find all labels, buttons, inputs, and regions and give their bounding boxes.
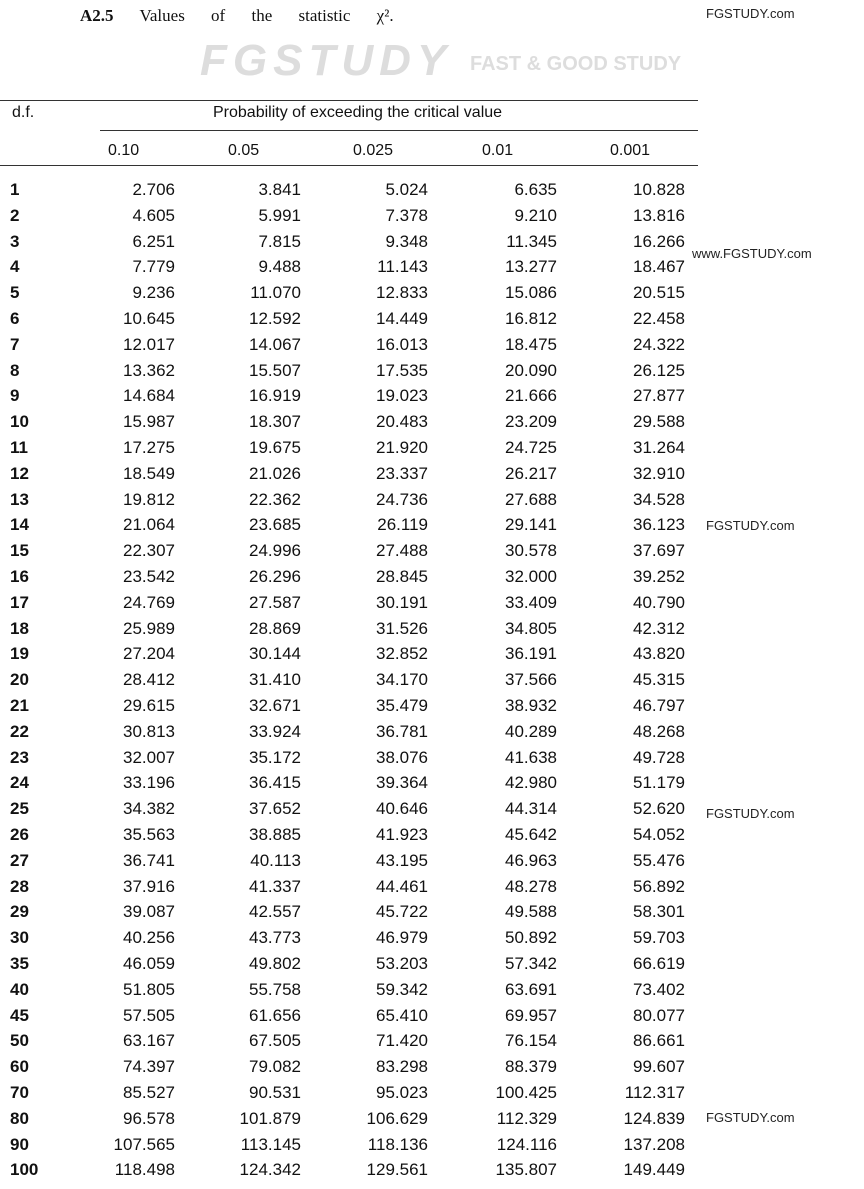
value-cell: 9.210 [514, 205, 557, 225]
table-row [0, 902, 700, 928]
table-row [0, 799, 700, 825]
df-cell: 6 [10, 309, 20, 328]
value-cell: 35.563 [123, 825, 175, 844]
column-header: 0.10 [108, 142, 140, 159]
df-cell: 3 [10, 231, 20, 251]
value-cell: 43.773 [249, 928, 301, 948]
table-row [0, 180, 700, 206]
df-cell: 50 [10, 1031, 29, 1051]
value-cell: 46.979 [376, 928, 428, 948]
column-header: 0.01 [482, 142, 514, 159]
value-cell: 27.587 [249, 592, 301, 612]
value-cell: 14.067 [249, 334, 301, 354]
df-cell: 15 [10, 541, 29, 561]
value-cell: 40.790 [633, 592, 685, 612]
value-cell: 113.145 [240, 1134, 301, 1154]
df-cell: 12 [10, 463, 29, 483]
value-cell: 13.362 [123, 360, 175, 380]
value-cell: 129.561 [366, 1160, 428, 1180]
value-cell: 79.082 [249, 1057, 301, 1077]
df-cell: 26 [10, 825, 29, 844]
value-cell: 71.420 [376, 1031, 428, 1051]
table-row [0, 773, 700, 799]
value-cell: 124.116 [496, 1134, 557, 1154]
probability-header: Probability of exceeding the critical value [213, 104, 503, 121]
table-row [0, 567, 700, 593]
value-cell: 43.195 [376, 850, 428, 870]
df-cell: 20 [10, 670, 29, 690]
table-row [0, 696, 700, 722]
value-cell: 59.703 [633, 928, 685, 948]
value-cell: 96.578 [123, 1108, 175, 1128]
df-cell: 25 [10, 799, 29, 819]
df-cell: 45 [10, 1005, 29, 1025]
value-cell: 9.348 [385, 231, 428, 251]
value-cell: 27.204 [123, 644, 175, 664]
value-cell: 28.869 [249, 618, 301, 638]
value-cell: 45.722 [376, 902, 428, 922]
value-cell: 30.191 [376, 592, 428, 612]
value-cell: 63.691 [505, 979, 557, 999]
value-cell: 37.652 [249, 799, 301, 819]
value-cell: 57.342 [505, 954, 557, 973]
value-cell: 33.409 [505, 592, 557, 612]
value-cell: 36.415 [249, 773, 301, 793]
value-cell: 80.077 [633, 1005, 685, 1025]
value-cell: 4.605 [132, 205, 175, 225]
value-cell: 27.688 [505, 489, 557, 509]
value-cell: 16.812 [505, 309, 557, 328]
table-row [0, 670, 700, 696]
value-cell: 38.932 [505, 696, 557, 715]
table-row [0, 541, 700, 567]
value-cell: 65.410 [376, 1005, 428, 1025]
value-cell: 149.449 [623, 1160, 685, 1180]
value-cell: 19.675 [249, 438, 301, 457]
value-cell: 30.144 [249, 644, 301, 664]
table-row [0, 438, 700, 464]
df-cell: 17 [10, 592, 29, 612]
value-cell: 33.196 [123, 773, 175, 793]
table-row [0, 928, 700, 954]
value-cell: 52.620 [633, 799, 685, 819]
value-cell: 23.685 [249, 515, 301, 535]
value-cell: 9.236 [132, 283, 175, 303]
value-cell: 99.607 [633, 1057, 685, 1077]
group-rule [100, 130, 698, 131]
df-cell: 27 [10, 850, 29, 870]
value-cell: 13.277 [505, 257, 557, 277]
value-cell: 55.758 [249, 979, 301, 999]
value-cell: 124.839 [623, 1108, 685, 1128]
table-row [0, 619, 700, 645]
table-row [0, 309, 700, 335]
value-cell: 39.364 [376, 773, 428, 793]
value-cell: 16.919 [249, 386, 301, 406]
df-cell: 4 [10, 257, 20, 277]
value-cell: 15.086 [505, 283, 557, 303]
value-cell: 46.963 [505, 850, 557, 870]
value-cell: 74.397 [123, 1057, 175, 1077]
df-cell: 24 [10, 773, 29, 793]
value-cell: 112.317 [624, 1083, 685, 1102]
table-row [0, 1083, 700, 1109]
value-cell: 59.342 [376, 979, 428, 999]
value-cell: 17.535 [376, 360, 428, 380]
df-cell: 80 [10, 1108, 29, 1128]
value-cell: 49.802 [249, 954, 301, 973]
value-cell: 51.179 [633, 773, 685, 793]
table-row [0, 825, 700, 851]
value-cell: 7.815 [258, 231, 301, 251]
value-cell: 35.479 [376, 696, 428, 715]
table-row [0, 851, 700, 877]
df-cell: 40 [10, 979, 29, 999]
value-cell: 14.449 [376, 309, 428, 328]
value-cell: 36.191 [505, 644, 557, 664]
table-row [0, 386, 700, 412]
value-cell: 34.805 [505, 618, 557, 638]
value-cell: 106.629 [366, 1108, 428, 1128]
value-cell: 29.588 [633, 412, 685, 432]
value-cell: 51.805 [123, 979, 175, 999]
value-cell: 56.892 [633, 876, 685, 896]
df-cell: 28 [10, 876, 29, 896]
value-cell: 11.345 [506, 231, 557, 251]
value-cell: 46.059 [123, 954, 175, 973]
column-header: 0.001 [610, 142, 651, 159]
header-rule [0, 165, 698, 166]
df-cell: 19 [10, 644, 29, 664]
value-cell: 7.779 [132, 257, 175, 277]
value-cell: 63.167 [123, 1031, 175, 1051]
value-cell: 22.458 [633, 309, 685, 328]
value-cell: 29.615 [123, 696, 175, 715]
table-row [0, 1006, 700, 1032]
value-cell: 118.498 [114, 1160, 175, 1180]
value-cell: 25.989 [123, 618, 175, 638]
value-cell: 88.379 [505, 1057, 557, 1077]
table-row [0, 644, 700, 670]
title-text: Values of the statistic χ². [139, 6, 394, 25]
df-header: d.f. [12, 104, 35, 121]
top-rule [0, 100, 698, 101]
value-cell: 41.337 [249, 876, 301, 896]
table-row [0, 1160, 700, 1186]
table-number: A2.5 [80, 6, 114, 25]
value-cell: 34.382 [123, 799, 175, 819]
table-row [0, 232, 700, 258]
value-cell: 11.070 [250, 283, 301, 303]
value-cell: 101.879 [239, 1108, 301, 1128]
value-cell: 19.023 [376, 386, 428, 406]
table-title [80, 6, 394, 26]
value-cell: 57.505 [123, 1005, 175, 1025]
value-cell: 18.307 [249, 412, 301, 432]
watermark: FGSTUDY.com [706, 1110, 795, 1125]
value-cell: 86.661 [633, 1031, 685, 1051]
df-cell: 100 [10, 1160, 39, 1180]
value-cell: 49.588 [505, 902, 557, 922]
value-cell: 41.638 [505, 747, 557, 767]
value-cell: 34.170 [376, 670, 428, 690]
value-cell: 53.203 [376, 954, 428, 973]
value-cell: 42.557 [249, 902, 301, 922]
value-cell: 40.256 [123, 928, 175, 948]
watermark: FGSTUDY.com [706, 518, 795, 533]
df-cell: 16 [10, 567, 29, 586]
table-row [0, 257, 700, 283]
watermark: FGSTUDY.com [706, 6, 795, 21]
value-cell: 37.566 [505, 670, 557, 690]
df-cell: 10 [10, 412, 29, 432]
value-cell: 12.833 [376, 283, 428, 303]
value-cell: 85.527 [123, 1083, 175, 1102]
table-row [0, 980, 700, 1006]
value-cell: 6.251 [132, 231, 175, 251]
table-row [0, 722, 700, 748]
value-cell: 38.885 [249, 825, 301, 844]
value-cell: 11.143 [377, 257, 428, 277]
value-cell: 20.483 [376, 412, 428, 432]
value-cell: 124.342 [239, 1160, 301, 1180]
value-cell: 23.337 [376, 463, 428, 483]
value-cell: 18.467 [633, 257, 685, 277]
value-cell: 112.329 [496, 1108, 557, 1128]
value-cell: 48.268 [633, 721, 685, 741]
value-cell: 38.076 [376, 747, 428, 767]
value-cell: 73.402 [633, 979, 685, 999]
value-cell: 30.578 [505, 541, 557, 561]
value-cell: 26.296 [249, 567, 301, 586]
table-row [0, 877, 700, 903]
value-cell: 10.828 [633, 180, 685, 199]
value-cell: 34.528 [633, 489, 685, 509]
value-cell: 26.125 [633, 360, 685, 380]
value-cell: 67.505 [249, 1031, 301, 1051]
value-cell: 28.845 [376, 567, 428, 586]
value-cell: 15.987 [123, 412, 175, 432]
df-cell: 35 [10, 954, 29, 973]
value-cell: 27.877 [633, 386, 685, 406]
value-cell: 107.565 [113, 1134, 175, 1154]
value-cell: 21.666 [505, 386, 557, 406]
value-cell: 5.991 [258, 205, 301, 225]
value-cell: 18.549 [123, 463, 175, 483]
table-row [0, 515, 700, 541]
value-cell: 50.892 [505, 928, 557, 948]
df-cell: 22 [10, 721, 29, 741]
value-cell: 49.728 [633, 747, 685, 767]
df-cell: 60 [10, 1057, 29, 1077]
value-cell: 66.619 [633, 954, 685, 973]
value-cell: 39.252 [633, 567, 685, 586]
value-cell: 42.980 [505, 773, 557, 793]
df-cell: 1 [10, 180, 20, 199]
df-cell: 29 [10, 902, 29, 922]
value-cell: 45.315 [633, 670, 685, 690]
value-cell: 41.923 [376, 825, 428, 844]
table-row [0, 1109, 700, 1135]
watermark-tagline: FAST & GOOD STUDY [470, 53, 682, 75]
table-row [0, 283, 700, 309]
table-row [0, 593, 700, 619]
df-cell: 90 [10, 1134, 29, 1154]
df-cell: 2 [10, 205, 20, 225]
value-cell: 24.736 [376, 489, 428, 509]
value-cell: 44.461 [376, 876, 428, 896]
value-cell: 69.957 [505, 1005, 557, 1025]
value-cell: 58.301 [633, 902, 685, 922]
value-cell: 135.807 [495, 1160, 557, 1180]
value-cell: 9.488 [258, 257, 301, 277]
value-cell: 43.820 [633, 644, 685, 664]
value-cell: 100.425 [495, 1083, 557, 1102]
value-cell: 95.023 [376, 1083, 428, 1102]
value-cell: 26.119 [377, 515, 428, 535]
value-cell: 12.592 [249, 309, 301, 328]
df-cell: 11 [10, 438, 28, 457]
value-cell: 21.026 [249, 463, 301, 483]
df-cell: 8 [10, 360, 20, 380]
value-cell: 14.684 [123, 386, 175, 406]
df-cell: 9 [10, 386, 20, 406]
value-cell: 40.113 [250, 850, 301, 870]
value-cell: 137.208 [623, 1134, 685, 1154]
table-row [0, 748, 700, 774]
value-cell: 7.378 [385, 205, 428, 225]
table-row [0, 335, 700, 361]
df-cell: 30 [10, 928, 29, 948]
value-cell: 46.797 [633, 696, 685, 715]
value-cell: 76.154 [505, 1031, 557, 1051]
value-cell: 55.476 [633, 850, 685, 870]
table-row [0, 412, 700, 438]
watermark-logo: FGSTUDY [200, 36, 453, 85]
value-cell: 33.924 [249, 721, 301, 741]
value-cell: 40.646 [376, 799, 428, 819]
value-cell: 23.209 [505, 412, 557, 432]
value-cell: 3.841 [258, 180, 301, 199]
table-row [0, 954, 700, 980]
value-cell: 48.278 [505, 876, 557, 896]
value-cell: 30.813 [123, 721, 175, 741]
value-cell: 24.322 [633, 334, 685, 354]
value-cell: 16.266 [633, 231, 685, 251]
value-cell: 19.812 [123, 489, 175, 509]
value-cell: 31.410 [249, 670, 301, 690]
watermark: FGSTUDY.com [706, 806, 795, 821]
value-cell: 2.706 [132, 180, 175, 199]
value-cell: 15.507 [249, 360, 301, 380]
table-row [0, 464, 700, 490]
table-row [0, 1031, 700, 1057]
value-cell: 40.289 [505, 721, 557, 741]
value-cell: 31.526 [376, 618, 428, 638]
value-cell: 24.996 [249, 541, 301, 561]
df-cell: 7 [10, 334, 20, 354]
df-cell: 70 [10, 1083, 29, 1102]
value-cell: 39.087 [123, 902, 175, 922]
df-cell: 23 [10, 747, 29, 767]
column-header: 0.025 [353, 142, 394, 159]
table-row [0, 361, 700, 387]
value-cell: 5.024 [385, 180, 428, 199]
value-cell: 10.645 [123, 309, 175, 328]
value-cell: 21.920 [376, 438, 428, 457]
value-cell: 35.172 [249, 747, 301, 767]
value-cell: 37.697 [633, 541, 685, 561]
value-cell: 31.264 [633, 438, 685, 457]
table-row [0, 490, 700, 516]
value-cell: 36.781 [376, 721, 428, 741]
df-cell: 21 [10, 696, 29, 715]
value-cell: 54.052 [633, 825, 685, 844]
value-cell: 21.064 [123, 515, 175, 535]
value-cell: 12.017 [123, 334, 175, 354]
value-cell: 32.852 [376, 644, 428, 664]
value-cell: 32.000 [505, 567, 557, 586]
df-cell: 18 [10, 618, 29, 638]
table-row [0, 1057, 700, 1083]
value-cell: 24.725 [505, 438, 557, 457]
value-cell: 13.816 [633, 205, 685, 225]
value-cell: 22.362 [249, 489, 301, 509]
column-header: 0.05 [228, 142, 260, 159]
value-cell: 32.671 [249, 696, 301, 715]
value-cell: 90.531 [249, 1083, 301, 1102]
table-row [0, 1135, 700, 1161]
value-cell: 29.141 [505, 515, 557, 535]
value-cell: 20.515 [633, 283, 685, 303]
value-cell: 18.475 [505, 334, 557, 354]
value-cell: 26.217 [505, 463, 557, 483]
value-cell: 36.741 [123, 850, 175, 870]
value-cell: 42.312 [633, 618, 685, 638]
value-cell: 16.013 [376, 334, 428, 354]
value-cell: 36.123 [633, 515, 685, 535]
value-cell: 17.275 [123, 438, 175, 457]
value-cell: 61.656 [249, 1005, 301, 1025]
value-cell: 45.642 [505, 825, 557, 844]
table-row [0, 206, 700, 232]
value-cell: 27.488 [376, 541, 428, 561]
watermark: www.FGSTUDY.com [692, 246, 812, 261]
value-cell: 24.769 [123, 592, 175, 612]
value-cell: 22.307 [123, 541, 175, 561]
df-cell: 5 [10, 283, 20, 303]
value-cell: 118.136 [367, 1134, 428, 1154]
value-cell: 32.910 [633, 463, 685, 483]
value-cell: 44.314 [505, 799, 557, 819]
df-cell: 14 [10, 515, 29, 535]
value-cell: 37.916 [123, 876, 175, 896]
value-cell: 28.412 [123, 670, 175, 690]
value-cell: 6.635 [514, 180, 557, 199]
value-cell: 20.090 [505, 360, 557, 380]
df-cell: 13 [10, 489, 29, 509]
value-cell: 32.007 [123, 747, 175, 767]
value-cell: 83.298 [376, 1057, 428, 1077]
value-cell: 23.542 [123, 567, 175, 586]
